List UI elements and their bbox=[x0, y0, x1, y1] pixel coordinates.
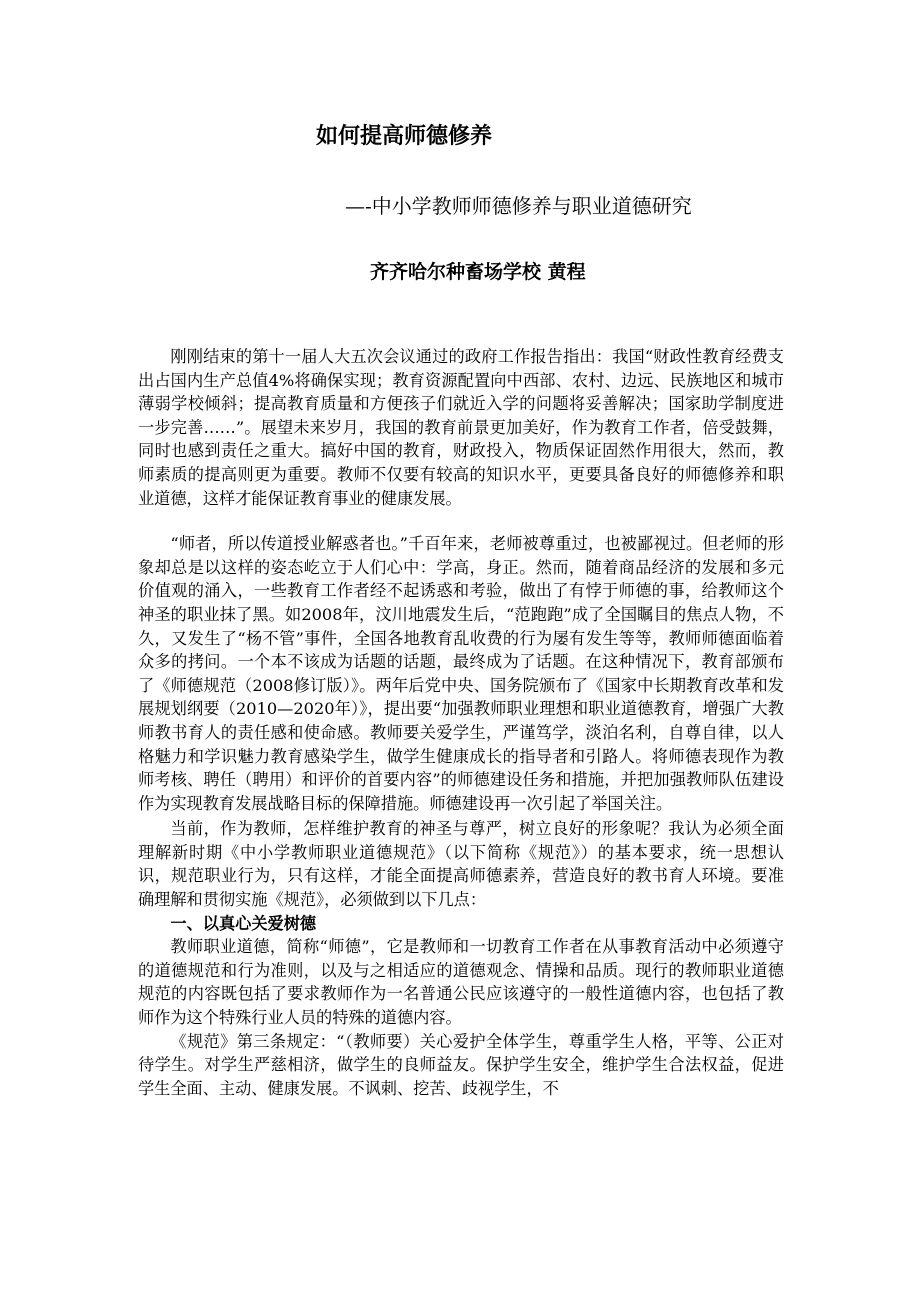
paragraph-norm-article: 《规范》第三条规定：“（教师要）关心爱护全体学生，尊重学生人格，平等、公正对待学生。对学生严慈相济，做学生的良师益友。保护学生安全，维护学生合法权益，促进学生全面、主动、健康发展。不讽刺、挖苦、歧视学生，不 bbox=[138, 1031, 784, 1098]
document-body bbox=[138, 345, 784, 1100]
section-heading: 一、以真心关爱树德 bbox=[170, 913, 317, 933]
document-title: 如何提高师德修养 bbox=[316, 124, 493, 149]
paragraph-current: 当前，作为教师，怎样维护教育的神圣与尊严，树立良好的形象呢？我认为必须全面理解新时期《中小学教师职业道德规范》（以下简称《规范》）的基本要求，统一思想认识，规范职业行为，只有这样，才能全面提高师德素养，营造良好的教书育人环境。要准确理解和贯彻实施《规范》，必须做到以下几点： bbox=[138, 819, 784, 910]
document-author: 齐齐哈尔种畜场学校 黄程 bbox=[370, 261, 586, 283]
document-subtitle: —-中小学教师师德修养与职业道德研究 bbox=[345, 194, 692, 218]
paragraph-intro: 刚刚结束的第十一届人大五次会议通过的政府工作报告指出：我国“财政性教育经费支出占国内生产总值4%将确保实现；教育资源配置向中西部、农村、边远、民族地区和城市薄弱学校倾斜；提高教育质量和方便孩子们就近入学的问题将妥善解决；国家助学制度进一步完善……”。展望未来岁月，我国的教育前景更加美好，作为教育工作者，倍受鼓舞，同时也感到责任之重大。搞好中国的教育，财政投入，物质保证固然作用很大，然而，教师素质的提高则更为重要。教师不仅要有较高的知识水平，更要具备良好的师德修养和职业道德，这样才能保证教育事业的健康发展。 bbox=[138, 347, 784, 508]
paragraph-ethics-definition: 教师职业道德，简称“师德”，它是教师和一切教育工作者在从事教育活动中必须遵守的道德规范和行为准则，以及与之相适应的道德观念、情操和品质。现行的教师职业道德规范的内容既包括了要求教师作为一名普通公民应该遵守的一般性道德内容，也包括了教师作为这个特殊行业人员的特殊的道德内容。 bbox=[138, 937, 784, 1028]
paragraph-teacher: “师者，所以传道授业解惑者也。”千百年来，老师被尊重过，也被鄙视过。但老师的形象却总是以这样的姿态屹立于人们心中：学高，身正。然而，随着商品经济的发展和多元价值观的涌入，一些教育工作者经不起诱惑和考验，做出了有悖于师德的事，给教师这个神圣的职业抹了黑。如2008年，汶川地震发生后，“范跑跑”成了全国瞩目的焦点人物，不久，又发生了“杨不管”事件，全国各地教育乱收费的行为屡有发生等等，教师师德面临着众多的拷问。一个本不该成为话题的话题，最终成为了话题。在这种情况下，教育部颁布了《师德规范（2008修订版）》。两年后党中央、国务院颁布了《国家中长期教育改革和发展规划纲要（2010—2020年）》，提出要“加强教师职业理想和职业道德教育，增强广大教师教书育人的责任感和使命感。教师要关爱学生，严谨笃学，淡泊名利，自尊自律，以人格魅力和学识魅力教育感染学生，做学生健康成长的指导者和引路人。将师德表现作为教师考核、聘任（聘用）和评价的首要内容”的师德建设任务和措施，并把加强教师队伍建设作为实现教育发展战略目标的保障措施。师德建设再一次引起了举国关注。 bbox=[138, 534, 784, 813]
